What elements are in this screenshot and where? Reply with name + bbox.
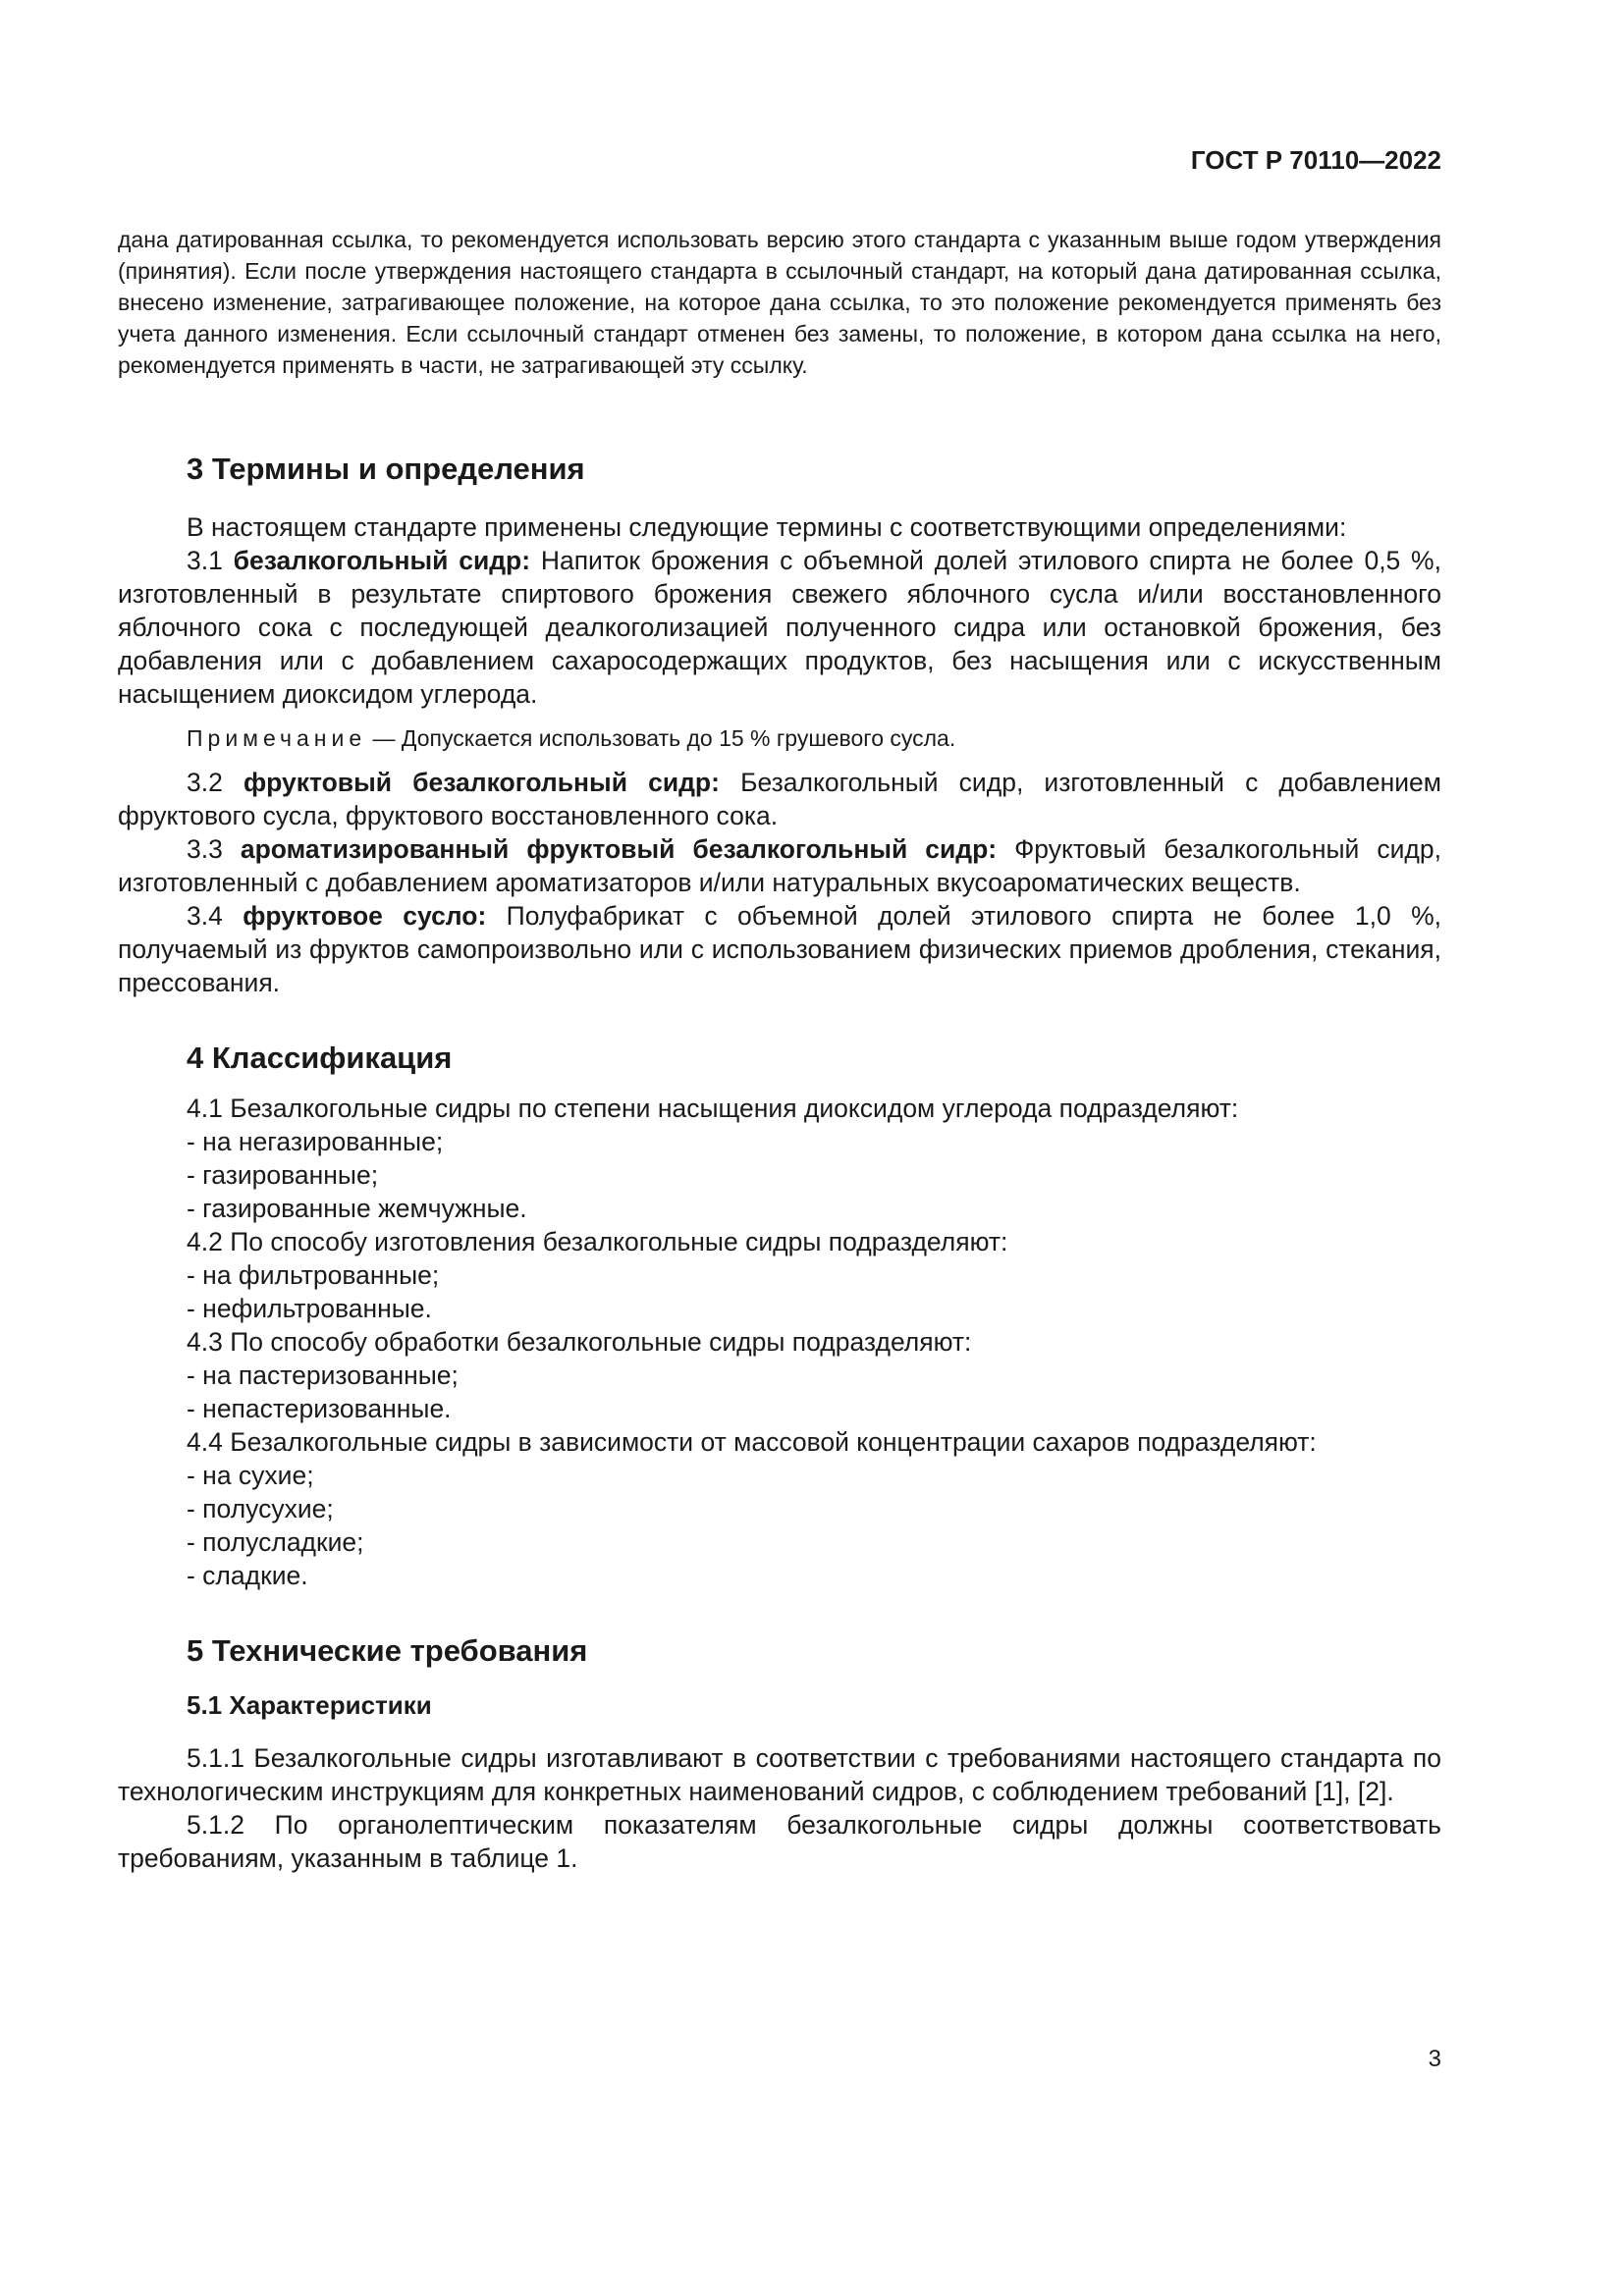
term-3-3-num: 3.3 [187,834,223,864]
note-label: Примечание [187,725,367,751]
list-item: 4.2 По способу изготовления безалкогольные сидры подразделяют: [187,1227,1008,1256]
list-item: - полусладкие; [187,1527,364,1557]
term-3-4-term: фруктовое сусло: [243,901,487,931]
paragraph-5-1-1: 5.1.1 Безалкогольные сидры изготавливают в соответствии с требованиями настоящего стандарта по технологическим инструкциям для конкретных наименований сидров, с соблюдением требований [1], [2]. [118,1743,1441,1806]
section-3-title: 3 Термины и определения [187,452,585,486]
list-item: - на фильтрованные; [187,1260,440,1290]
list-item: - на пастеризованные; [187,1361,459,1390]
list-item: - сладкие. [187,1561,308,1590]
list-item: 4.4 Безалкогольные сидры в зависимости от массовой концентрации сахаров подразделяют: [187,1427,1317,1457]
page-content [118,224,1441,1875]
list-item: 4.3 По способу обработки безалкогольные сидры подразделяют: [187,1327,972,1357]
page-number: 3 [1428,2046,1441,2072]
term-3-3-def: Фруктовый безалкогольный сидр, изготовленный с добавлением ароматизаторов и/или натуральных вкусоароматических веществ. [118,834,1441,897]
list-item: - газированные; [187,1160,379,1190]
term-3-1-def: Напиток брожения с объемной долей этилового спирта не более 0,5 %, изготовленный в результате спиртового брожения свежего яблочного сусла и/или восстановленного яблочного сока с последующей деалкоголизацией полученного сидра или остановкой брожения, без добавления или с добавлением сахаросодержащих продуктов, без насыщения или с искусственным насыщением диоксидом углерода. [118,546,1441,709]
classification-list [118,1092,1441,1592]
term-3-2 [118,766,1441,832]
intro-paragraph: дана датированная ссылка, то рекомендуется использовать версию этого стандарта с указанным выше годом утверждения (принятия). Если после утверждения настоящего стандарта в ссылочный стандарт, на который дана датированная ссылка, внесено изменение, затрагивающее положение, на которое дана ссылка, то это положение рекомендуется применять без учета данного изменения. Если ссылочный стандарт отменен без замены, то положение, в котором дана ссылка на него, рекомендуется применять в части, не затрагивающей эту ссылку. [118,227,1441,378]
term-3-4-num: 3.4 [187,901,223,931]
term-3-3-term: ароматизированный фруктовый безалкогольный сидр: [240,834,998,864]
term-3-2-num: 3.2 [187,768,223,797]
section-3-intro: В настоящем стандарте применены следующие термины с соответствующими определениями: [187,512,1347,542]
term-3-2-term: фруктовый безалкогольный сидр: [243,768,720,797]
list-item: - непастеризованные. [187,1394,452,1423]
list-item: - на негазированные; [187,1127,444,1156]
section-4-title: 4 Классификация [187,1041,453,1075]
list-item: - на сухие; [187,1461,314,1490]
paragraph-5-1-2: 5.1.2 По органолептическим показателям безалкогольные сидры должны соответствовать требованиям, указанным в таблице 1. [118,1810,1441,1873]
term-3-3 [118,832,1441,899]
section-5-title: 5 Технические требования [187,1633,588,1668]
term-3-4 [118,899,1441,999]
note [118,722,1441,754]
list-item: - полусухие; [187,1494,334,1523]
list-item: 4.1 Безалкогольные сидры по степени насыщения диоксидом углерода подразделяют: [187,1094,1239,1123]
note-text: — Допускается использовать до 15 % грушевого сусла. [372,725,956,751]
term-3-1 [118,544,1441,711]
term-3-1-term: безалкогольный сидр: [233,546,531,575]
term-3-4-def: Полуфабрикат с объемной долей этилового спирта не более 1,0 %, получаемый из фруктов самопроизвольно или с использованием физических приемов дробления, стекания, прессования. [118,901,1441,997]
list-item: - нефильтрованные. [187,1294,432,1323]
subsection-5-1-title: 5.1 Характеристики [187,1690,432,1720]
term-3-2-def: Безалкогольный сидр, изготовленный с добавлением фруктового сусла, фруктового восстановленного сока. [118,768,1441,830]
list-item: - газированные жемчужные. [187,1194,527,1223]
standard-code: ГОСТ Р 70110—2022 [1190,145,1441,175]
term-3-1-num: 3.1 [187,546,223,575]
